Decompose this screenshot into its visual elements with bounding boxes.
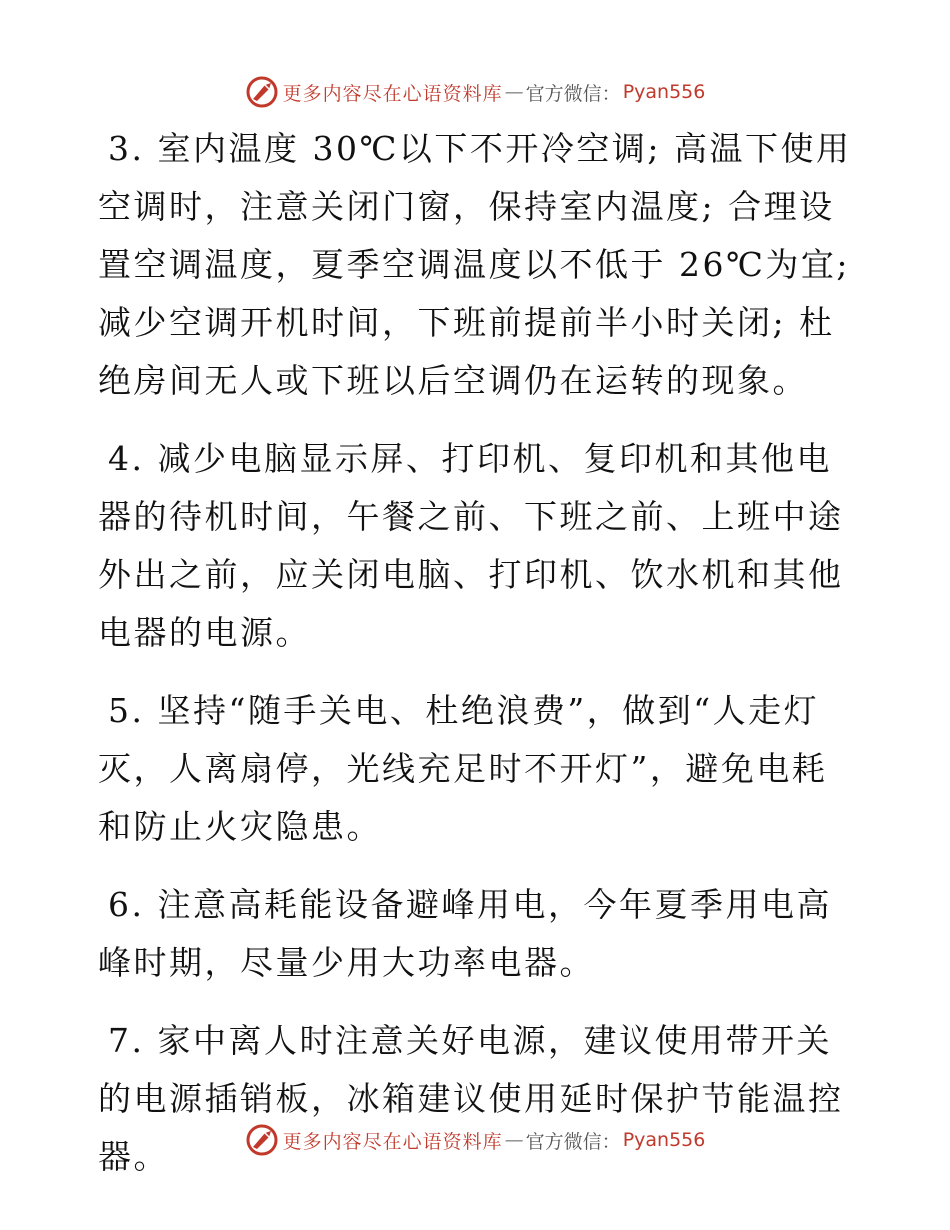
watermark-label: 官方微信： (525, 1130, 621, 1153)
brand-logo-icon (245, 1123, 279, 1157)
paragraph-4: 4. 减少电脑显示屏、打印机、复印机和其他电器的待机时间，午餐之前、下班之前、上班中途外出之前，应关闭电脑、打印机、饮水机和其他电器的电源。 (98, 439, 844, 652)
footer-watermark (0, 1120, 950, 1160)
brand-logo-icon (245, 75, 279, 109)
document-body (98, 120, 858, 1186)
watermark-dash: — (504, 81, 524, 103)
watermark-id: Pyan556 (622, 1129, 706, 1151)
header-watermark (0, 72, 950, 112)
watermark-brand: 更多内容尽在心语资料库 (282, 82, 503, 105)
watermark-dash: — (504, 1129, 524, 1151)
watermark-id: Pyan556 (622, 81, 706, 103)
paragraph-5: 5. 坚持“随手关电、杜绝浪费”，做到“人走灯灭，人离扇停，光线充足时不开灯”，避免电耗和防止火灾隐患。 (98, 691, 828, 846)
watermark-brand: 更多内容尽在心语资料库 (282, 1130, 503, 1153)
paragraph-7: 7. 家中离人时注意关好电源，建议使用带开关的电源插销板，冰箱建议使用延时保护节能温控器。 (98, 1021, 844, 1176)
paragraph-3: 3. 室内温度 30℃以下不开冷空调; 高温下使用空调时，注意关闭门窗，保持室内温度; 合理设置空调温度，夏季空调温度以不低于 26℃为宜; 减少空调开机时间，下班前提前半小时关闭; 杜绝房间无人或下班以后空调仍在运转的现象。 (98, 129, 852, 400)
watermark-label: 官方微信： (525, 82, 621, 105)
paragraph-6: 6. 注意高耗能设备避峰用电，今年夏季用电高峰时期，尽量少用大功率电器。 (98, 885, 832, 982)
